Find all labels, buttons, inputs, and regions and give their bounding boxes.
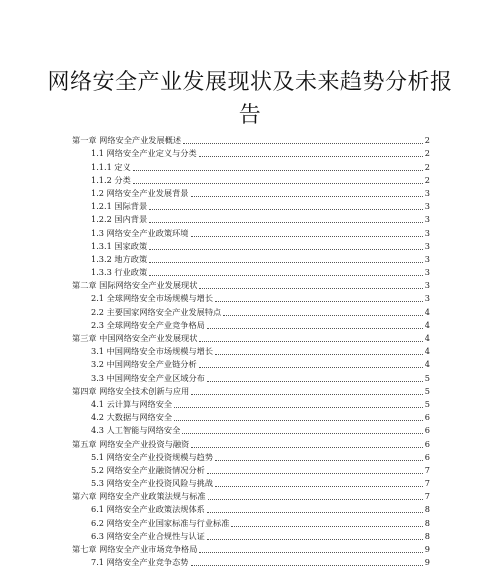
toc-entry-label: 5.1 网络安全产业投资规模与趋势 — [91, 451, 214, 462]
toc-entry-label: 1.1.2 分类 — [91, 174, 131, 185]
toc-entry-page-number: 5 — [424, 372, 430, 383]
toc-dot-leader — [191, 236, 423, 237]
toc-entry-label: 5.3 网络安全产业投资风险与挑战 — [91, 478, 214, 489]
toc-entry-page-number: 3 — [424, 214, 430, 225]
toc-dot-leader — [207, 328, 423, 329]
toc-entry-page-number: 8 — [424, 504, 430, 515]
toc-dot-leader — [191, 196, 423, 197]
toc-dot-leader — [191, 394, 423, 395]
toc-entry-page-number: 7 — [424, 464, 430, 475]
toc-entry-label: 6.2 网络安全产业国家标准与行业标准 — [91, 517, 230, 528]
toc-entry-page-number: 3 — [424, 227, 430, 238]
toc-dot-leader — [215, 354, 423, 355]
toc-entry-label: 第一章 网络安全产业发展概述 — [72, 135, 182, 146]
toc-entry-page-number: 8 — [424, 530, 430, 541]
toc-entry[interactable] — [70, 266, 430, 279]
toc-entry-page-number: 9 — [424, 544, 430, 554]
toc-entry[interactable] — [70, 371, 430, 384]
toc-dot-leader — [208, 499, 423, 500]
table-of-contents — [70, 134, 430, 569]
toc-dot-leader — [207, 539, 423, 540]
toc-entry[interactable] — [70, 174, 430, 187]
toc-entry-page-number: 2 — [424, 135, 430, 146]
toc-entry[interactable] — [70, 187, 430, 200]
toc-dot-leader — [149, 209, 423, 210]
toc-entry-label: 第五章 网络安全产业投资与融资 — [72, 438, 190, 449]
toc-dot-leader — [223, 315, 423, 316]
toc-dot-leader — [207, 381, 423, 382]
toc-dot-leader — [215, 301, 423, 302]
toc-dot-leader — [199, 156, 423, 157]
toc-entry[interactable] — [70, 319, 430, 332]
toc-entry[interactable] — [70, 530, 430, 543]
toc-entry[interactable] — [70, 556, 430, 569]
toc-entry[interactable] — [70, 411, 430, 424]
toc-dot-leader — [207, 473, 423, 474]
toc-entry-page-number: 4 — [424, 346, 430, 357]
toc-dot-leader — [182, 433, 422, 434]
toc-entry-page-number: 3 — [424, 253, 430, 264]
toc-entry-page-number: 3 — [424, 267, 430, 278]
toc-entry-page-number: 3 — [424, 187, 430, 198]
toc-dot-leader — [149, 222, 423, 223]
toc-dot-leader — [199, 552, 422, 553]
toc-entry-page-number: 3 — [424, 293, 430, 304]
toc-dot-leader — [133, 170, 423, 171]
toc-entry-page-number: 2 — [424, 148, 430, 159]
toc-entry-label: 第三章 中国网络安全产业发展现状 — [72, 333, 198, 343]
toc-entry[interactable] — [70, 543, 430, 556]
toc-dot-leader — [231, 526, 422, 527]
document-title — [0, 66, 500, 132]
toc-entry-label: 1.2 网络安全产业发展背景 — [91, 187, 189, 198]
toc-entry-page-number: 6 — [424, 412, 430, 423]
toc-entry-label: 6.1 网络安全产业政策法规体系 — [91, 504, 205, 515]
toc-entry-label: 4.2 大数据与网络安全 — [91, 412, 173, 423]
toc-entry-page-number: 9 — [424, 557, 430, 568]
toc-entry-page-number: 6 — [424, 425, 430, 436]
toc-entry-page-number: 3 — [424, 201, 430, 212]
toc-entry-label: 3.1 中国网络安全市场规模与增长 — [91, 346, 214, 357]
toc-dot-leader — [191, 565, 423, 566]
toc-entry-page-number: 6 — [424, 451, 430, 462]
toc-entry[interactable] — [70, 200, 430, 213]
toc-entry-page-number: 7 — [424, 491, 430, 502]
toc-entry[interactable] — [70, 358, 430, 371]
toc-entry[interactable] — [70, 305, 430, 318]
document-title-line-1: 网络安全产业发展现状及未来趋势分析报 — [47, 70, 453, 95]
toc-entry-label: 2.2 主要国家网络安全产业发展特点 — [91, 306, 222, 317]
toc-entry[interactable] — [70, 490, 430, 503]
toc-entry-page-number: 4 — [424, 359, 430, 370]
toc-dot-leader — [207, 512, 423, 513]
toc-entry-page-number: 3 — [424, 280, 430, 291]
toc-dot-leader — [174, 407, 423, 408]
toc-entry-label: 1.1 网络安全产业定义与分类 — [91, 148, 197, 159]
toc-entry[interactable] — [70, 253, 430, 266]
toc-entry-label: 6.3 网络安全产业合规性与认证 — [91, 530, 205, 541]
toc-entry-label: 4.3 人工智能与网络安全 — [91, 425, 181, 436]
toc-entry[interactable] — [70, 160, 430, 173]
toc-entry-page-number: 4 — [424, 306, 430, 317]
toc-entry[interactable] — [70, 451, 430, 464]
toc-entry[interactable] — [70, 437, 430, 450]
toc-entry[interactable] — [70, 213, 430, 226]
toc-entry-page-number: 6 — [424, 438, 430, 449]
toc-entry-label: 2.1 全球网络安全市场规模与增长 — [91, 293, 214, 304]
toc-entry-page-number: 4 — [424, 319, 430, 330]
toc-entry[interactable] — [70, 226, 430, 239]
toc-entry[interactable] — [70, 398, 430, 411]
toc-entry[interactable] — [70, 424, 430, 437]
toc-dot-leader — [199, 288, 422, 289]
toc-dot-leader — [149, 262, 423, 263]
toc-entry-label: 7.1 网络安全产业竞争态势 — [91, 557, 189, 568]
toc-entry-label: 1.3.3 行业政策 — [91, 267, 148, 278]
toc-entry-label: 1.3 网络安全产业政策环境 — [91, 227, 189, 238]
document-title-line-2: 告 — [238, 103, 262, 128]
toc-entry[interactable] — [70, 516, 430, 529]
toc-entry-label: 3.2 中国网络安全产业链分析 — [91, 359, 197, 370]
toc-dot-leader — [199, 367, 423, 368]
toc-entry-label: 3.3 中国网络安全产业区域分布 — [91, 372, 205, 383]
toc-entry[interactable] — [70, 345, 430, 358]
toc-entry[interactable] — [70, 477, 430, 490]
toc-entry-page-number: 2 — [424, 174, 430, 185]
toc-entry[interactable] — [70, 385, 430, 398]
toc-entry[interactable] — [70, 332, 430, 345]
toc-entry-page-number: 3 — [424, 240, 430, 251]
toc-entry-label: 第七章 网络安全产业市场竞争格局 — [72, 544, 198, 554]
toc-entry-label: 5.2 网络安全产业融资情况分析 — [91, 464, 205, 475]
toc-entry-label: 1.3.1 国家政策 — [91, 240, 148, 251]
toc-dot-leader — [174, 420, 423, 421]
toc-dot-leader — [133, 183, 423, 184]
toc-entry-label: 第四章 网络安全技术创新与应用 — [72, 385, 190, 396]
toc-entry[interactable] — [70, 464, 430, 477]
toc-dot-leader — [199, 341, 422, 342]
toc-entry[interactable] — [70, 240, 430, 253]
toc-entry[interactable] — [70, 134, 430, 147]
toc-entry[interactable] — [70, 292, 430, 305]
toc-dot-leader — [149, 249, 423, 250]
toc-entry-label: 1.2.2 国内背景 — [91, 214, 148, 225]
toc-entry-page-number: 5 — [424, 398, 430, 409]
toc-dot-leader — [183, 143, 423, 144]
toc-entry-label: 第六章 网络安全产业政策法规与标准 — [72, 491, 206, 502]
toc-entry-page-number: 8 — [424, 517, 430, 528]
toc-entry-label: 1.3.2 地方政策 — [91, 253, 148, 264]
toc-entry[interactable] — [70, 503, 430, 516]
toc-entry-page-number: 7 — [424, 478, 430, 489]
toc-entry-page-number: 5 — [424, 385, 430, 396]
toc-entry-label: 1.1.1 定义 — [91, 161, 131, 172]
toc-entry-label: 第二章 国际网络安全产业发展现状 — [72, 280, 198, 291]
toc-entry-page-number: 4 — [424, 333, 430, 343]
toc-dot-leader — [215, 460, 423, 461]
toc-entry-label: 2.3 全球网络安全产业竞争格局 — [91, 319, 205, 330]
toc-dot-leader — [215, 486, 423, 487]
toc-dot-leader — [191, 447, 423, 448]
toc-entry[interactable] — [70, 147, 430, 160]
toc-entry-label: 4.1 云计算与网络安全 — [91, 398, 173, 409]
toc-entry[interactable] — [70, 279, 430, 292]
toc-entry-label: 1.2.1 国际背景 — [91, 201, 148, 212]
toc-entry-page-number: 2 — [424, 161, 430, 172]
toc-dot-leader — [149, 275, 423, 276]
